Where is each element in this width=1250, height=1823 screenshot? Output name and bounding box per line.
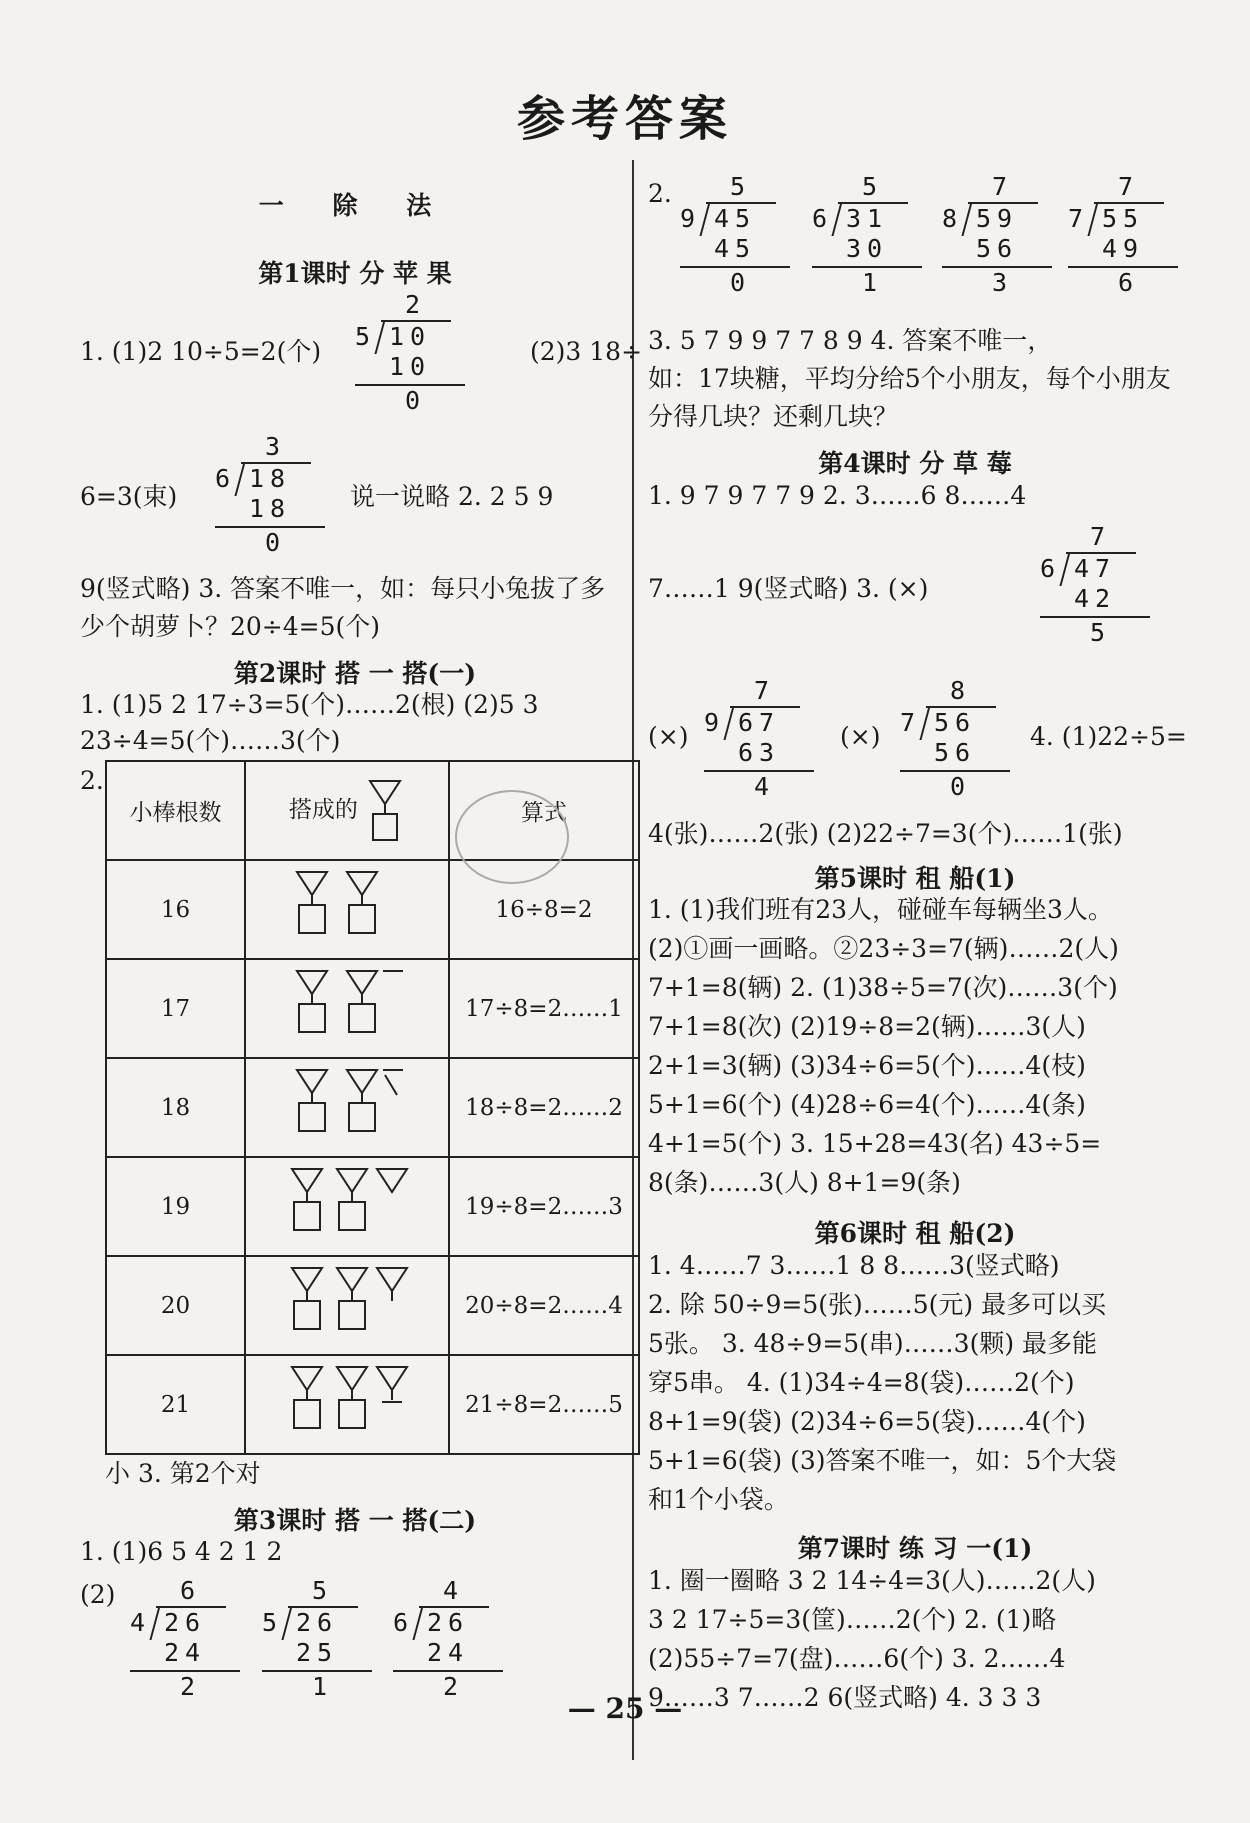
table-row: 18 18÷8=2……2 <box>106 1058 639 1157</box>
lesson6-line: 2. 除 50÷9=5(张)……5(元) 最多可以买 <box>648 1290 1107 1319</box>
lesson1-line1b: (2)3 18÷ <box>530 337 643 366</box>
lesson7-line: 1. 圈一圈略 3 2 14÷4=3(人)……2(人) <box>648 1566 1096 1595</box>
lesson3-line4: 如：17块糖，平均分给5个小朋友，每个小朋友 <box>648 364 1171 393</box>
lesson3-line5: 分得几块？还剩几块？ <box>648 402 899 431</box>
lesson2-after-table: 小 3. 第2个对 <box>105 1459 261 1488</box>
long-division-i: 7 7 55 49 6 <box>1068 172 1188 284</box>
lesson6-line: 穿5串。 4. (1)34÷4=8(袋)……2(个) <box>648 1368 1075 1397</box>
lesson2-line2: 23÷4=5(个)……3(个) <box>80 726 341 755</box>
long-division-l: 8 7 56 56 0 <box>900 676 1020 788</box>
lesson-4-heading: 第4课时 分 草 莓 <box>818 449 1012 478</box>
page-title: 参考答案 <box>516 91 733 147</box>
stick-shape-icon <box>245 1157 449 1256</box>
page-number: — 25 — <box>567 1692 683 1725</box>
stick-shape-icon <box>245 959 449 1058</box>
lesson4-mark2: (×) <box>840 722 881 751</box>
stamp-seal <box>455 790 569 884</box>
lesson5-line: 8(条)……3(人) 8+1=9(条) <box>648 1168 961 1197</box>
long-division-b: 3 6 18 18 0 <box>215 432 335 544</box>
long-division-h: 7 8 59 56 3 <box>942 172 1062 284</box>
lesson4-line2: 7……1 9(竖式略) 3. (×) <box>648 574 929 603</box>
lesson5-line: 2+1=3(辆) (3)34÷6=5(个)……4(枝) <box>648 1051 1086 1080</box>
long-division-j: 7 6 47 42 5 <box>1040 522 1160 634</box>
lesson7-line: 9……3 7……2 6(竖式略) 4. 3 3 3 <box>648 1683 1042 1712</box>
lesson3-line2: (2) <box>80 1580 116 1609</box>
long-division-a: 2 5 10 10 0 <box>355 290 475 402</box>
lesson1-line4: 少个胡萝卜？20÷4=5(个) <box>80 612 381 641</box>
long-division-k: 7 9 67 63 4 <box>704 676 824 788</box>
stick-shape-icon <box>245 860 449 959</box>
lesson5-line: 5+1=6(个) (4)28÷6=4(个)……4(条) <box>648 1090 1086 1119</box>
section-heading: 一 除 法 <box>258 191 452 220</box>
table-row: 19 19÷8=2……3 <box>106 1157 639 1256</box>
stick-shape-icon <box>245 1355 449 1454</box>
lesson-5-heading: 第5课时 租 船(1) <box>814 864 1016 893</box>
lesson1-line2a: 6=3(束) <box>80 482 178 511</box>
lesson6-line: 和1个小袋。 <box>648 1485 789 1514</box>
lesson5-line: 7+1=8(辆) 2. (1)38÷5=7(次)……3(个) <box>648 973 1118 1002</box>
long-division-g: 5 6 31 30 1 <box>812 172 932 284</box>
lesson6-line: 5+1=6(袋) (3)答案不唯一，如：5个大袋 <box>648 1446 1117 1475</box>
lesson3-q2-number: 2. <box>648 179 672 208</box>
long-division-f: 5 9 45 45 0 <box>680 172 800 284</box>
lesson-1-heading: 第1课时 分 苹 果 <box>258 259 452 288</box>
table-row: 17 17÷8=2……1 <box>106 959 639 1058</box>
lesson4-mark1: (×) <box>648 722 689 751</box>
lesson2-line1: 1. (1)5 2 17÷3=5(个)……2(根) (2)5 3 <box>80 690 539 719</box>
lesson5-line: 1. (1)我们班有23人，碰碰车每辆坐3人。 <box>648 895 1113 924</box>
header-cell: 小棒根数 <box>106 761 245 860</box>
lesson2-q2-number: 2. <box>80 766 104 795</box>
table-row: 20 20÷8=2……4 <box>106 1256 639 1355</box>
long-division-d: 5 5 26 25 1 <box>262 1576 382 1688</box>
lesson-2-heading: 第2课时 搭 一 搭(一) <box>233 659 477 688</box>
lesson4-line3: 4(张)……2(张) (2)22÷7=3(个)……1(张) <box>648 819 1123 848</box>
lesson5-line: 4+1=5(个) 3. 15+28=43(名) 43÷5= <box>648 1129 1102 1158</box>
lesson7-line: 3 2 17÷5=3(筐)……2(个) 2. (1)略 <box>648 1605 1057 1634</box>
lesson1-line1: 1. (1)2 10÷5=2(个) <box>80 337 322 366</box>
table-row: 16 16÷8=2 <box>106 860 639 959</box>
lesson4-q4: 4. (1)22÷5= <box>1030 722 1187 751</box>
lesson7-line: (2)55÷7=7(盘)……6(个) 3. 2……4 <box>648 1644 1066 1673</box>
lesson3-line3: 3. 5 7 9 9 7 7 8 9 4. 答案不唯一， <box>648 326 1053 355</box>
lesson5-line: 7+1=8(次) (2)19÷8=2(辆)……3(人) <box>648 1012 1086 1041</box>
lesson3-line1: 1. (1)6 5 4 2 1 2 <box>80 1537 283 1566</box>
lesson6-line: 1. 4……7 3……1 8 8……3(竖式略) <box>648 1251 1060 1280</box>
stick-shape-icon <box>245 1058 449 1157</box>
lesson1-line3: 9(竖式略) 3. 答案不唯一，如：每只小兔拔了多 <box>80 574 606 603</box>
lesson-7-heading: 第7课时 练 习 一(1) <box>797 1534 1033 1563</box>
lesson6-line: 8+1=9(袋) (2)34÷6=5(袋)……4(个) <box>648 1407 1086 1436</box>
header-cell: 算式 <box>449 761 639 860</box>
lesson1-line2b: 说一说略 2. 2 5 9 <box>350 482 554 511</box>
lesson6-line: 5张。 3. 48÷9=5(串)……3(颗) 最多能 <box>648 1329 1098 1358</box>
lesson-3-heading: 第3课时 搭 一 搭(二) <box>233 1506 477 1535</box>
long-division-e: 4 6 26 24 2 <box>393 1576 513 1688</box>
table-row: 21 21÷8=2……5 <box>106 1355 639 1454</box>
lesson-6-heading: 第6课时 租 船(2) <box>814 1219 1016 1248</box>
stick-shape-icon <box>245 1256 449 1355</box>
lesson4-line1: 1. 9 7 9 7 7 9 2. 3……6 8……4 <box>648 481 1027 510</box>
header-cell: 搭成的 <box>245 761 449 860</box>
stick-shape-icon <box>365 776 405 846</box>
long-division-c: 6 4 26 24 2 <box>130 1576 250 1688</box>
stick-table <box>105 760 640 1455</box>
lesson5-line: (2)①画一画略。②23÷3=7(辆)……2(人) <box>648 934 1119 963</box>
